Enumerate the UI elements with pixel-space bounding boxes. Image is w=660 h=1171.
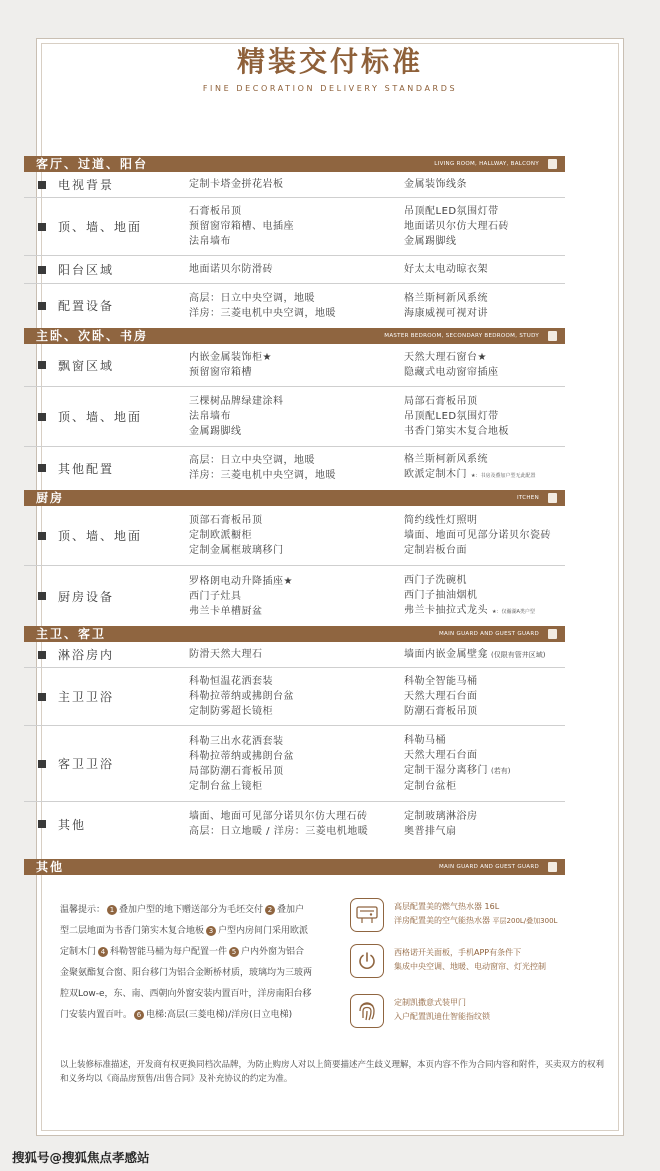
row-col1: 石膏板吊顶 预留窗帘箱槽、电插座 法帛墙布 <box>189 206 294 247</box>
row-col2: 西门子洗碗机 西门子抽油烟机 弗兰卡抽拉式龙头 ★：仅瀚湖A类户型 <box>404 574 535 616</box>
row-col1: 顶部石膏板吊顶 定制欧派橱柜 定制金属框玻璃移门 <box>189 515 284 556</box>
watermark-text: 搜狐号@搜狐焦点孝感站 <box>12 1150 150 1165</box>
bullet-square-icon <box>38 464 46 472</box>
fingerprint-icon <box>350 994 384 1028</box>
row-col2: 金属装饰线条 <box>404 179 467 190</box>
section-badge-icon <box>548 862 557 872</box>
row-col1: 高层：日立中央空调，地暖 洋房：三菱电机中央空调，地暖 <box>189 455 336 481</box>
section-title: 主卧、次卧、书房 <box>36 329 149 343</box>
row-label: 客卫卫浴 <box>38 726 114 801</box>
row-label: 厨房设备 <box>38 566 114 626</box>
feature-smart-lock <box>346 992 606 1034</box>
row-label: 顶、墙、地面 <box>38 198 142 255</box>
section-title-en: ITCHEN <box>516 495 539 501</box>
section-header-bedroom <box>24 328 565 344</box>
row-col2: 简约线性灯照明 墙面、地面可见部分诺贝尔瓷砖 定制岩板台面 <box>404 515 551 556</box>
tip-number-badge: 2 <box>265 905 275 915</box>
row-col2: 格兰斯柯新风系统 海康威视可视对讲 <box>404 292 488 319</box>
tip-number-badge: 6 <box>134 1010 144 1020</box>
row-label: 其他 <box>38 802 86 846</box>
row-col2: 定制玻璃淋浴房 奥普排气扇 <box>404 811 478 837</box>
row-footnote: ★：仅瀚湖A类户型 <box>492 608 535 615</box>
bullet-square-icon <box>38 266 46 274</box>
row-col1: 定制卡塔金拼花岩板 <box>189 179 284 190</box>
bullet-square-icon <box>38 532 46 540</box>
row-label: 顶、墙、地面 <box>38 506 142 565</box>
table-row <box>24 284 565 327</box>
table-row <box>24 256 565 284</box>
bullet-square-icon <box>38 413 46 421</box>
table-row <box>24 172 565 198</box>
row-col1: 科勒恒温花洒套装 科勒拉蒂纳或拂朗台盆 定制防雾超长镜柜 <box>189 676 294 717</box>
section-badge-icon <box>548 493 557 503</box>
row-label: 其他配置 <box>38 447 114 489</box>
bullet-square-icon <box>38 361 46 369</box>
water-heater-icon <box>350 898 384 932</box>
table-row <box>24 198 565 256</box>
row-col2: 吊顶配LED氛围灯带 地面诺贝尔仿大理石砖 金属踢脚线 <box>404 206 509 247</box>
bullet-square-icon <box>38 302 46 310</box>
tips-paragraph: 温馨提示： 1 叠加户型的地下赠送部分为毛坯交付 2 叠加户型二层地面为书香门第实木复合地板 3 户型内房间门采用欧派定制木门 4 科勒智能马桶为每户配置一件 5 户内外窗为铝合金聚氨酯复合窗、阳台移门为铝合金断桥材质，玻璃均为三玻两腔双Low-e，东、南、西朝向外窗安装内置百叶，洋房南阳台移门安装内置百叶。 6 电梯:高层(三菱电梯)/洋房(日立电梯) <box>60 905 313 1020</box>
row-col2: 墙面内嵌金属壁龛 (仅限有管井区域) <box>404 648 546 660</box>
section-title-en: LIVING ROOM, HALLWAY, BALCONY <box>434 161 539 167</box>
page-title: 精装交付标准 <box>236 45 423 78</box>
section-title: 主卫、客卫 <box>36 627 107 641</box>
row-col2: 好太太电动晾衣架 <box>404 264 488 275</box>
section-badge-icon <box>548 629 557 639</box>
row-footnote: (若有) <box>491 767 511 775</box>
row-col1: 罗格朗电动升降插座★ 西门子灶具 弗兰卡单槽厨盆 <box>189 575 293 617</box>
row-label: 飘窗区域 <box>38 344 114 386</box>
row-footnote: ★：书房及叠加户型无此配置 <box>471 473 536 479</box>
power-panel-icon <box>350 944 384 978</box>
section-title-en: MAIN GUARD AND GUEST GUARD <box>439 864 539 870</box>
row-col1: 科勒三出水花洒套装 科勒拉蒂纳或拂朗台盆 局部防潮石膏板吊顶 定制台盆上镜柜 <box>189 735 294 792</box>
section-header-bathroom <box>24 626 565 642</box>
page-subtitle: FINE DECORATION DELIVERY STANDARDS <box>202 84 458 93</box>
row-col2: 科勒马桶 天然大理石台面 定制干湿分离移门 (若有) 定制台盆柜 <box>404 735 511 792</box>
row-col1: 内嵌金属装饰柜★ 预留窗帘箱槽 <box>189 352 272 378</box>
row-col2: 格兰斯柯新风系统 欧派定制木门 ★：书房及叠加户型无此配置 <box>404 454 536 480</box>
section-title-en: MASTER BEDROOM, SECONDARY BEDROOM, STUDY <box>384 333 539 339</box>
table-row <box>24 344 565 387</box>
row-label: 淋浴房内 <box>38 642 114 667</box>
bullet-square-icon <box>38 592 46 600</box>
row-col2: 天然大理石窗台★ 隐藏式电动窗帘插座 <box>404 352 499 378</box>
section-title: 厨房 <box>36 491 65 505</box>
bullet-square-icon <box>38 651 46 659</box>
feature-text: 西格诺开关面板，手机APP有条件下 集成中央空调、地暖、电动窗帘、灯光控制 <box>394 948 546 971</box>
table-row <box>24 642 565 668</box>
row-col2: 科勒全智能马桶 天然大理石台面 防潮石膏板吊顶 <box>404 676 478 717</box>
tip-number-badge: 5 <box>229 947 239 957</box>
row-label: 阳台区域 <box>38 256 114 283</box>
row-col1: 墙面、地面可见部分诺贝尔仿大理石砖 高层：日立地暖 / 洋房：三菱电机地暖 <box>189 811 369 837</box>
tip-number-badge: 1 <box>107 905 117 915</box>
row-col1: 三棵树品牌绿建涂料 法帛墙布 金属踢脚线 <box>189 396 284 437</box>
feature-text: 定制凯撒意式装甲门 入户配置凯迪仕智能指纹锁 <box>394 998 490 1021</box>
row-label: 顶、墙、地面 <box>38 387 142 446</box>
tip-number-badge: 3 <box>206 926 216 936</box>
row-col2: 局部石膏板吊顶 吊顶配LED氛围灯带 书香门第实木复合地板 <box>404 396 509 437</box>
table-row <box>24 566 565 626</box>
table-row <box>24 726 565 802</box>
section-badge-icon <box>548 159 557 169</box>
bullet-square-icon <box>38 181 46 189</box>
table-row <box>24 802 565 846</box>
section-header-other <box>24 859 565 875</box>
bullet-square-icon <box>38 223 46 231</box>
row-col1: 高层：日立中央空调，地暖 洋房：三菱电机中央空调，地暖 <box>189 292 336 319</box>
row-label: 电视背景 <box>38 172 114 197</box>
bullet-square-icon <box>38 693 46 701</box>
row-col1: 防滑天然大理石 <box>189 649 263 660</box>
table-row <box>24 506 565 566</box>
feature-water-heater <box>346 896 606 938</box>
tip-number-badge: 4 <box>98 947 108 957</box>
disclaimer-text: 以上装修标准描述，开发商有权更换同档次品牌，为防止购房人对以上简要描述产生歧义理解，本页内容不作为合同内容和附件，买卖双方的权利和义务均以《商品房预售/出售合同》及补充协议的约定为准。 <box>60 1060 605 1084</box>
table-row <box>24 668 565 726</box>
row-col1: 地面诺贝尔防滑砖 <box>189 264 273 275</box>
row-label: 配置设备 <box>38 284 114 327</box>
section-header-kitchen <box>24 490 565 506</box>
row-footnote: (仅限有管井区域) <box>491 650 546 659</box>
bullet-square-icon <box>38 820 46 828</box>
section-header-living <box>24 156 565 172</box>
section-title-en: MAIN GUARD AND GUEST GUARD <box>439 631 539 637</box>
section-title: 客厅、过道、阳台 <box>36 157 149 171</box>
bullet-square-icon <box>38 760 46 768</box>
feature-text: 高层配置美的燃气热水器 16L 洋房配置美的空气能热水器 平层200L/叠加300L <box>394 902 558 925</box>
section-badge-icon <box>548 331 557 341</box>
feature-switch-panel <box>346 942 606 984</box>
table-row <box>24 387 565 447</box>
table-row <box>24 447 565 489</box>
section-title: 其他 <box>36 860 65 874</box>
row-label: 主卫卫浴 <box>38 668 114 725</box>
